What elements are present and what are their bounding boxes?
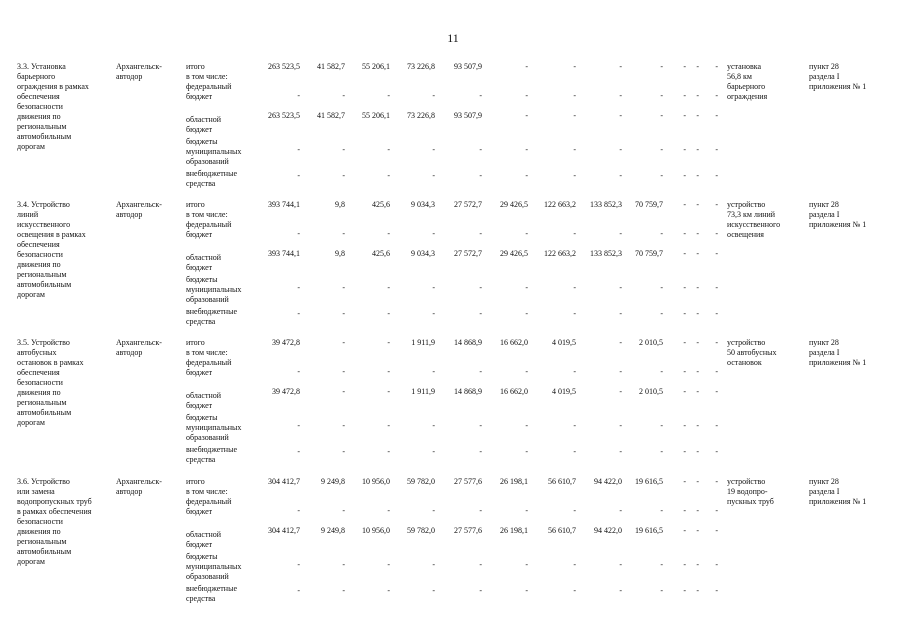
amount-cell: - (619, 367, 622, 376)
amount-cell: - (525, 111, 528, 120)
amount-cell: - (342, 91, 345, 100)
amount-cell: - (683, 249, 686, 258)
amount-cell: - (525, 506, 528, 515)
amount-cell: 4 019,5 (552, 387, 576, 396)
amount-cell: - (479, 229, 482, 238)
amount-cell: - (342, 338, 345, 347)
amount-cell: 93 507,9 (454, 62, 482, 71)
measure-title: 3.3. Установка барьерного ограждения в рамках обеспечения безопасности движения по региональным автомобильным дорогам (17, 62, 89, 151)
amount-cell: 393 744,1 (268, 200, 300, 209)
amount-cell: - (660, 62, 663, 71)
amount-cell: - (660, 560, 663, 569)
amount-cell: - (660, 309, 663, 318)
amount-cell: - (297, 91, 300, 100)
funding-extra-label: внебюджетные средства (186, 584, 237, 603)
amount-cell: 19 616,5 (635, 526, 663, 535)
funding-federal-label: в том числе: федеральный бюджет (186, 210, 232, 239)
amount-cell: 55 206,1 (362, 62, 390, 71)
amount-cell: - (525, 560, 528, 569)
amount-cell: - (387, 586, 390, 595)
funding-regional-label: областной бюджет (186, 391, 222, 410)
amount-cell: 9 249,8 (321, 526, 345, 535)
amount-cell: 73 226,8 (407, 111, 435, 120)
amount-cell: - (619, 560, 622, 569)
empty-cell-dash: - (715, 526, 718, 535)
amount-cell: - (683, 506, 686, 515)
amount-cell: - (432, 171, 435, 180)
amount-cell: - (432, 560, 435, 569)
amount-cell: - (342, 387, 345, 396)
amount-cell: 27 577,6 (454, 477, 482, 486)
amount-cell: - (479, 171, 482, 180)
amount-cell: 70 759,7 (635, 249, 663, 258)
amount-cell: - (696, 111, 699, 120)
funding-extra-label: внебюджетные средства (186, 307, 237, 326)
expected-result: установка 56,8 км барьерного ограждения (727, 62, 768, 101)
amount-cell: 29 426,5 (500, 200, 528, 209)
amount-cell: - (297, 367, 300, 376)
executor-name: Архангельск- автодор (116, 62, 162, 81)
funding-extra-label: внебюджетные средства (186, 445, 237, 464)
amount-cell: - (297, 447, 300, 456)
amount-cell: - (342, 145, 345, 154)
amount-cell: - (619, 586, 622, 595)
amount-cell: - (342, 421, 345, 430)
amount-cell: - (432, 447, 435, 456)
amount-cell: - (573, 111, 576, 120)
amount-cell: 39 472,8 (272, 338, 300, 347)
amount-cell: 304 412,7 (268, 526, 300, 535)
amount-cell: - (696, 91, 699, 100)
amount-cell: - (479, 367, 482, 376)
amount-cell: - (479, 421, 482, 430)
amount-cell: 56 610,7 (548, 477, 576, 486)
amount-cell: - (696, 309, 699, 318)
expected-result: устройство 50 автобусных остановок (727, 338, 777, 367)
amount-cell: - (387, 506, 390, 515)
funding-total-label: итого (186, 338, 205, 347)
funding-total-label: итого (186, 200, 205, 209)
funding-extra-label: внебюджетные средства (186, 169, 237, 188)
amount-cell: - (573, 145, 576, 154)
amount-cell: - (683, 229, 686, 238)
amount-cell: 26 198,1 (500, 526, 528, 535)
amount-cell: - (619, 62, 622, 71)
amount-cell: - (432, 229, 435, 238)
amount-cell: - (619, 387, 622, 396)
amount-cell: - (432, 421, 435, 430)
amount-cell: - (683, 367, 686, 376)
empty-cell-dash: - (715, 338, 718, 347)
amount-cell: - (387, 367, 390, 376)
measure-title: 3.5. Устройство автобусных остановок в рамках обеспечения безопасности движения по региональным автомобильным дорогам (17, 338, 84, 427)
amount-cell: - (573, 506, 576, 515)
amount-cell: 93 507,9 (454, 111, 482, 120)
amount-cell: - (479, 506, 482, 515)
funding-municipal-label: бюджеты муниципальных образований (186, 275, 242, 304)
funding-regional-label: областной бюджет (186, 253, 222, 272)
amount-cell: - (342, 171, 345, 180)
amount-cell: - (683, 145, 686, 154)
amount-cell: - (619, 91, 622, 100)
amount-cell: - (573, 91, 576, 100)
amount-cell: - (660, 367, 663, 376)
amount-cell: - (619, 309, 622, 318)
empty-cell-dash: - (715, 171, 718, 180)
amount-cell: - (660, 586, 663, 595)
amount-cell: - (479, 91, 482, 100)
executor-name: Архангельск- автодор (116, 477, 162, 496)
amount-cell: - (683, 560, 686, 569)
measure-title: 3.4. Устройство линий искусственного освещения в рамках обеспечения безопасности движения по региональным автомобильным дорогам (17, 200, 86, 299)
page-number: 11 (447, 31, 459, 45)
amount-cell: 133 852,3 (590, 200, 622, 209)
amount-cell: 122 663,2 (544, 200, 576, 209)
amount-cell: - (387, 91, 390, 100)
amount-cell: - (297, 560, 300, 569)
amount-cell: 1 911,9 (411, 387, 435, 396)
amount-cell: 425,6 (372, 249, 390, 258)
amount-cell: - (525, 229, 528, 238)
funding-municipal-label: бюджеты муниципальных образований (186, 552, 242, 581)
amount-cell: - (683, 171, 686, 180)
amount-cell: - (297, 506, 300, 515)
amount-cell: - (297, 586, 300, 595)
amount-cell: 27 577,6 (454, 526, 482, 535)
amount-cell: 9,8 (335, 200, 345, 209)
empty-cell-dash: - (715, 91, 718, 100)
amount-cell: - (619, 145, 622, 154)
amount-cell: - (683, 309, 686, 318)
empty-cell-dash: - (715, 367, 718, 376)
expected-result: устройство 19 водопро- пускных труб (727, 477, 774, 506)
amount-cell: - (683, 283, 686, 292)
amount-cell: - (297, 421, 300, 430)
amount-cell: - (696, 586, 699, 595)
amount-cell: 2 010,5 (639, 338, 663, 347)
empty-cell-dash: - (715, 200, 718, 209)
amount-cell: 94 422,0 (594, 477, 622, 486)
amount-cell: 263 523,5 (268, 111, 300, 120)
funding-municipal-label: бюджеты муниципальных образований (186, 137, 242, 166)
amount-cell: - (297, 229, 300, 238)
amount-cell: - (342, 229, 345, 238)
empty-cell-dash: - (715, 447, 718, 456)
amount-cell: - (387, 387, 390, 396)
amount-cell: - (387, 283, 390, 292)
amount-cell: - (297, 171, 300, 180)
amount-cell: - (479, 447, 482, 456)
empty-cell-dash: - (715, 421, 718, 430)
amount-cell: 29 426,5 (500, 249, 528, 258)
amount-cell: - (696, 200, 699, 209)
amount-cell: 27 572,7 (454, 200, 482, 209)
amount-cell: - (660, 506, 663, 515)
amount-cell: - (683, 421, 686, 430)
amount-cell: - (479, 586, 482, 595)
empty-cell-dash: - (715, 387, 718, 396)
amount-cell: 59 782,0 (407, 526, 435, 535)
amount-cell: 73 226,8 (407, 62, 435, 71)
amount-cell: - (479, 283, 482, 292)
executor-name: Архангельск- автодор (116, 338, 162, 357)
amount-cell: - (683, 526, 686, 535)
amount-cell: - (479, 309, 482, 318)
amount-cell: 1 911,9 (411, 338, 435, 347)
amount-cell: 55 206,1 (362, 111, 390, 120)
empty-cell-dash: - (715, 229, 718, 238)
amount-cell: - (696, 249, 699, 258)
amount-cell: - (696, 62, 699, 71)
amount-cell: 94 422,0 (594, 526, 622, 535)
amount-cell: - (619, 111, 622, 120)
amount-cell: 19 616,5 (635, 477, 663, 486)
amount-cell: - (619, 229, 622, 238)
amount-cell: - (342, 586, 345, 595)
amount-cell: - (660, 229, 663, 238)
amount-cell: - (619, 506, 622, 515)
amount-cell: - (573, 421, 576, 430)
amount-cell: 133 852,3 (590, 249, 622, 258)
empty-cell-dash: - (715, 477, 718, 486)
amount-cell: - (660, 447, 663, 456)
expected-result: устройство 73,3 км линий искусственного освещения (727, 200, 781, 239)
amount-cell: - (525, 367, 528, 376)
amount-cell: 70 759,7 (635, 200, 663, 209)
legal-basis: пункт 28 раздела I приложения № 1 (809, 200, 867, 229)
amount-cell: - (432, 145, 435, 154)
empty-cell-dash: - (715, 560, 718, 569)
funding-federal-label: в том числе: федеральный бюджет (186, 487, 232, 516)
amount-cell: 425,6 (372, 200, 390, 209)
amount-cell: - (387, 229, 390, 238)
amount-cell: - (660, 171, 663, 180)
empty-cell-dash: - (715, 586, 718, 595)
amount-cell: - (387, 421, 390, 430)
amount-cell: - (683, 91, 686, 100)
amount-cell: - (387, 447, 390, 456)
amount-cell: - (573, 586, 576, 595)
amount-cell: - (525, 586, 528, 595)
amount-cell: - (432, 91, 435, 100)
empty-cell-dash: - (715, 249, 718, 258)
empty-cell-dash: - (715, 62, 718, 71)
amount-cell: - (297, 145, 300, 154)
legal-basis: пункт 28 раздела I приложения № 1 (809, 338, 867, 367)
amount-cell: - (683, 200, 686, 209)
amount-cell: 393 744,1 (268, 249, 300, 258)
amount-cell: - (683, 111, 686, 120)
amount-cell: - (342, 367, 345, 376)
funding-total-label: итого (186, 62, 205, 71)
amount-cell: 122 663,2 (544, 249, 576, 258)
amount-cell: - (683, 586, 686, 595)
amount-cell: - (525, 447, 528, 456)
amount-cell: - (696, 229, 699, 238)
amount-cell: - (387, 560, 390, 569)
amount-cell: - (479, 145, 482, 154)
amount-cell: - (432, 586, 435, 595)
amount-cell: 14 868,9 (454, 387, 482, 396)
amount-cell: 9 034,3 (411, 200, 435, 209)
amount-cell: - (573, 171, 576, 180)
amount-cell: - (342, 506, 345, 515)
amount-cell: 4 019,5 (552, 338, 576, 347)
amount-cell: - (525, 309, 528, 318)
amount-cell: 9,8 (335, 249, 345, 258)
amount-cell: 39 472,8 (272, 387, 300, 396)
amount-cell: 10 956,0 (362, 477, 390, 486)
funding-federal-label: в том числе: федеральный бюджет (186, 72, 232, 101)
amount-cell: - (387, 171, 390, 180)
amount-cell: 27 572,7 (454, 249, 482, 258)
amount-cell: - (342, 283, 345, 292)
amount-cell: - (660, 421, 663, 430)
amount-cell: - (297, 283, 300, 292)
amount-cell: - (432, 367, 435, 376)
amount-cell: - (696, 506, 699, 515)
amount-cell: - (573, 309, 576, 318)
amount-cell: 41 582,7 (317, 111, 345, 120)
amount-cell: - (696, 387, 699, 396)
amount-cell: - (342, 447, 345, 456)
amount-cell: - (432, 309, 435, 318)
amount-cell: 2 010,5 (639, 387, 663, 396)
empty-cell-dash: - (715, 283, 718, 292)
amount-cell: - (525, 421, 528, 430)
amount-cell: - (573, 283, 576, 292)
amount-cell: - (619, 447, 622, 456)
amount-cell: - (696, 283, 699, 292)
amount-cell: - (525, 283, 528, 292)
amount-cell: - (342, 309, 345, 318)
amount-cell: 9 249,8 (321, 477, 345, 486)
amount-cell: - (683, 62, 686, 71)
amount-cell: - (619, 338, 622, 347)
amount-cell: - (525, 171, 528, 180)
amount-cell: - (432, 506, 435, 515)
amount-cell: - (525, 145, 528, 154)
amount-cell: - (387, 338, 390, 347)
amount-cell: - (525, 62, 528, 71)
amount-cell: 304 412,7 (268, 477, 300, 486)
amount-cell: - (573, 367, 576, 376)
amount-cell: 10 956,0 (362, 526, 390, 535)
amount-cell: - (573, 62, 576, 71)
amount-cell: - (660, 111, 663, 120)
amount-cell: - (696, 171, 699, 180)
funding-total-label: итого (186, 477, 205, 486)
amount-cell: 9 034,3 (411, 249, 435, 258)
empty-cell-dash: - (715, 111, 718, 120)
amount-cell: - (573, 229, 576, 238)
amount-cell: - (683, 477, 686, 486)
amount-cell: - (342, 560, 345, 569)
amount-cell: 263 523,5 (268, 62, 300, 71)
amount-cell: 56 610,7 (548, 526, 576, 535)
amount-cell: - (525, 91, 528, 100)
amount-cell: - (660, 91, 663, 100)
empty-cell-dash: - (715, 309, 718, 318)
empty-cell-dash: - (715, 506, 718, 515)
amount-cell: - (696, 526, 699, 535)
amount-cell: - (432, 283, 435, 292)
amount-cell: - (660, 283, 663, 292)
funding-municipal-label: бюджеты муниципальных образований (186, 413, 242, 442)
amount-cell: - (297, 309, 300, 318)
amount-cell: 16 662,0 (500, 387, 528, 396)
executor-name: Архангельск- автодор (116, 200, 162, 219)
amount-cell: - (573, 447, 576, 456)
amount-cell: - (696, 338, 699, 347)
amount-cell: - (696, 477, 699, 486)
amount-cell: - (387, 309, 390, 318)
amount-cell: - (696, 560, 699, 569)
amount-cell: - (619, 283, 622, 292)
amount-cell: - (573, 560, 576, 569)
amount-cell: - (619, 171, 622, 180)
amount-cell: 16 662,0 (500, 338, 528, 347)
funding-regional-label: областной бюджет (186, 115, 222, 134)
amount-cell: - (479, 560, 482, 569)
amount-cell: - (696, 447, 699, 456)
amount-cell: - (683, 447, 686, 456)
amount-cell: 26 198,1 (500, 477, 528, 486)
amount-cell: 59 782,0 (407, 477, 435, 486)
amount-cell: 41 582,7 (317, 62, 345, 71)
funding-regional-label: областной бюджет (186, 530, 222, 549)
legal-basis: пункт 28 раздела I приложения № 1 (809, 477, 867, 506)
amount-cell: 14 868,9 (454, 338, 482, 347)
amount-cell: - (696, 367, 699, 376)
amount-cell: - (660, 145, 663, 154)
measure-title: 3.6. Устройство или замена водопропускных труб в рамках обеспечения безопасности движения по региональным автомобильным дорогам (17, 477, 92, 566)
amount-cell: - (696, 421, 699, 430)
legal-basis: пункт 28 раздела I приложения № 1 (809, 62, 867, 91)
amount-cell: - (696, 145, 699, 154)
amount-cell: - (683, 338, 686, 347)
amount-cell: - (619, 421, 622, 430)
amount-cell: - (683, 387, 686, 396)
amount-cell: - (387, 145, 390, 154)
funding-federal-label: в том числе: федеральный бюджет (186, 348, 232, 377)
empty-cell-dash: - (715, 145, 718, 154)
